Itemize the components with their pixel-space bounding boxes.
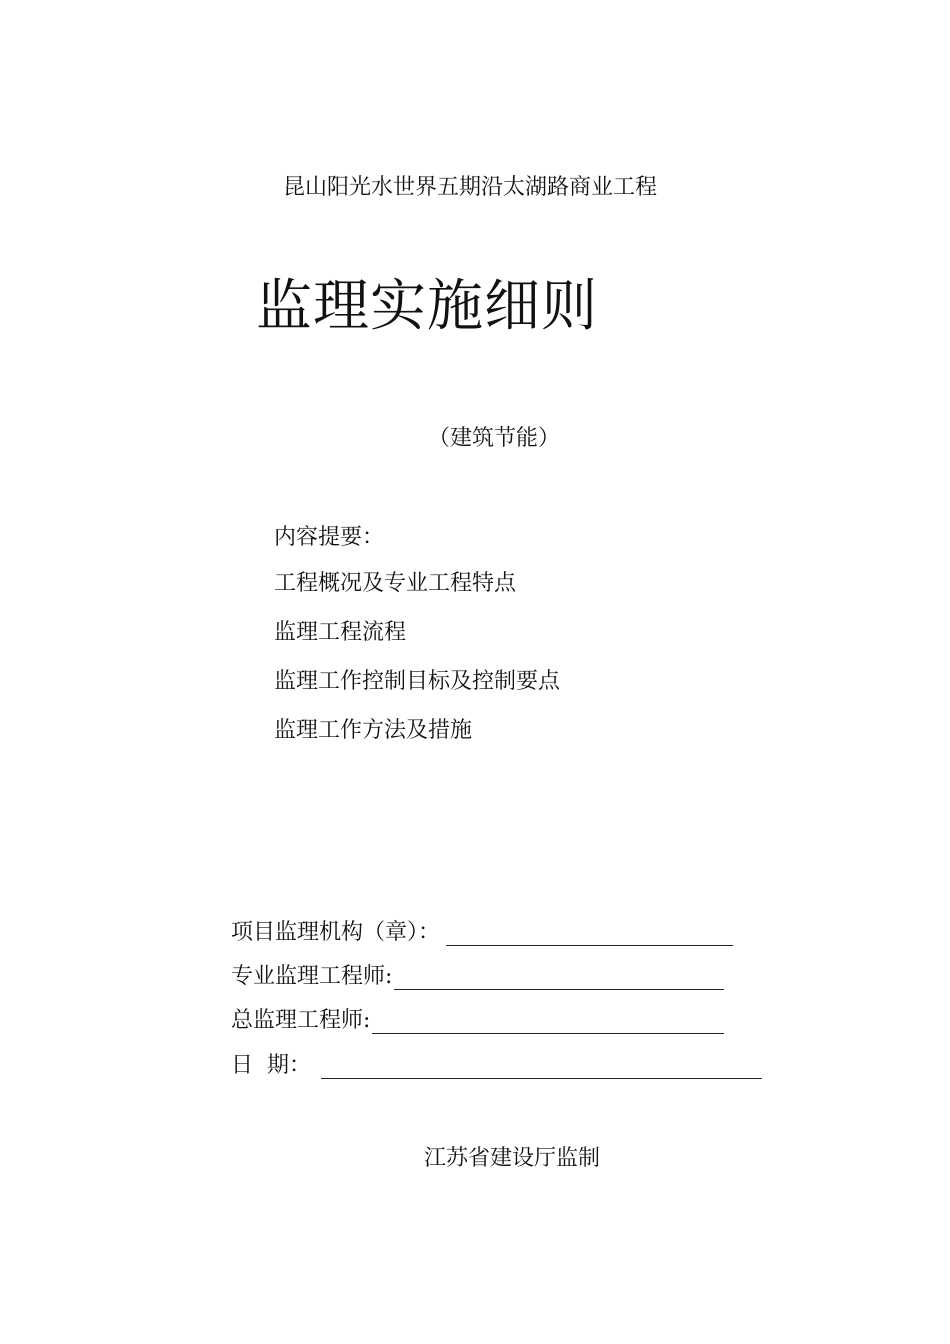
contents-heading: 内容提要： xyxy=(274,525,385,550)
chief-engineer-line xyxy=(372,1009,724,1034)
date-row xyxy=(231,1047,762,1079)
issuer-text: 江苏省建设厅监制 xyxy=(424,1146,601,1171)
date-label: 日 期： xyxy=(231,1053,311,1078)
date-line xyxy=(321,1054,762,1079)
org-signature-row xyxy=(231,914,733,946)
document-subtitle: （建筑节能） xyxy=(428,426,561,451)
professional-engineer-line xyxy=(394,965,724,990)
professional-engineer-label: 专业监理工程师: xyxy=(231,964,393,989)
project-name: 昆山阳光水世界五期沿太湖路商业工程 xyxy=(283,175,658,200)
org-label: 项目监理机构（章）： xyxy=(231,920,441,945)
contents-item: 监理工作方法及措施 xyxy=(274,718,473,743)
contents-item: 监理工作控制目标及控制要点 xyxy=(274,669,561,694)
contents-item: 监理工程流程 xyxy=(274,620,407,645)
contents-list xyxy=(274,568,560,764)
document-title: 监理实施细则 xyxy=(256,274,598,339)
chief-engineer-label: 总监理工程师: xyxy=(231,1008,371,1033)
professional-engineer-row xyxy=(231,958,724,990)
contents-item: 工程概况及专业工程特点 xyxy=(274,571,517,596)
chief-engineer-row xyxy=(231,1002,724,1034)
org-signature-line xyxy=(446,921,733,946)
